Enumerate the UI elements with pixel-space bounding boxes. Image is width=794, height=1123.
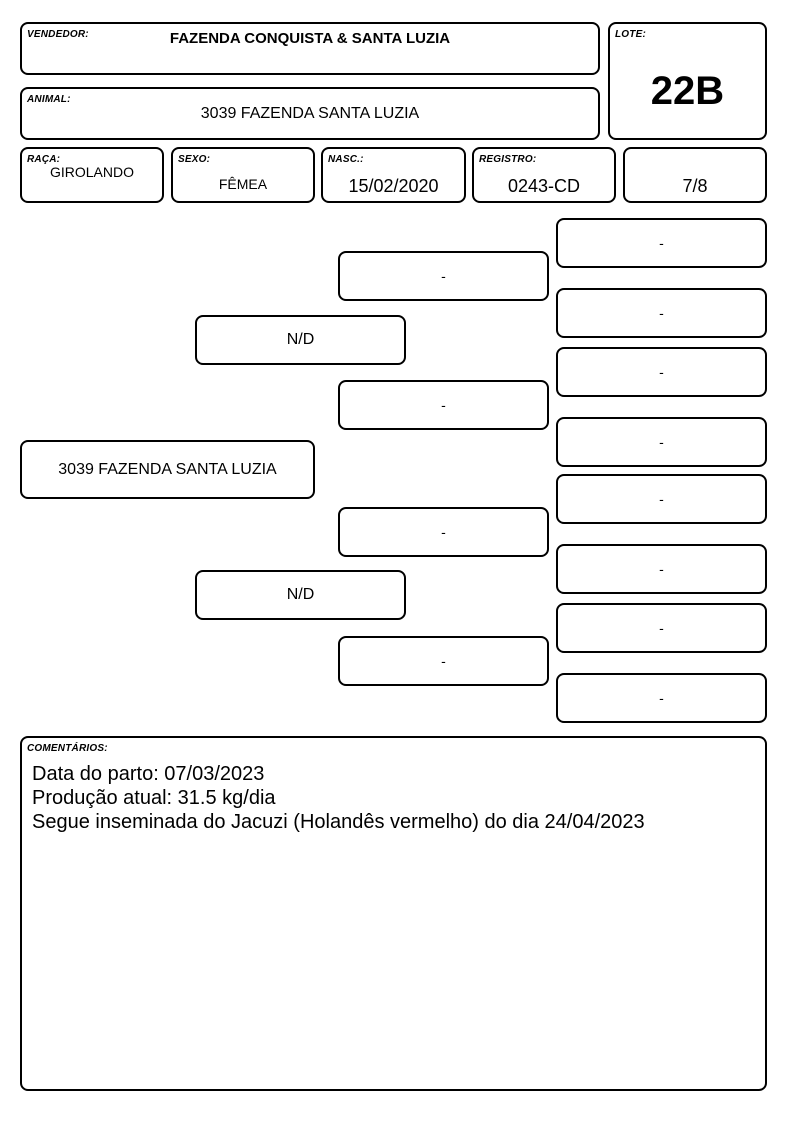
pedigree-sire — [195, 315, 406, 365]
pedigree-great-grandparent-4 — [556, 417, 767, 467]
animal-value: 3039 FAZENDA SANTA LUZIA — [200, 105, 420, 122]
pedigree-paternal-grandsire — [338, 251, 549, 301]
comment-line: Produção atual: 31.5 kg/dia — [32, 787, 276, 809]
pedigree-maternal-granddam — [338, 636, 549, 686]
pedigree-great-grandparent-8 — [556, 673, 767, 723]
pedigree-paternal-grandsire-name: - — [441, 268, 446, 284]
nasc-box — [321, 147, 466, 203]
pedigree-great-grandparent-name: - — [659, 305, 664, 321]
pedigree-dam — [195, 570, 406, 620]
grau-value: 7/8 — [682, 176, 708, 196]
pedigree-great-grandparent-7 — [556, 603, 767, 653]
comments-label: COMENTÁRIOS: — [27, 743, 108, 754]
pedigree-paternal-granddam — [338, 380, 549, 430]
grau-box — [623, 147, 767, 203]
vendedor-value: FAZENDA CONQUISTA & SANTA LUZIA — [169, 30, 451, 47]
pedigree-dam-name: N/D — [286, 586, 315, 603]
lote-label: LOTE: — [615, 29, 646, 40]
pedigree-animal-name: 3039 FAZENDA SANTA LUZIA — [58, 460, 277, 478]
comment-line: Data do parto: 07/03/2023 — [32, 763, 265, 785]
pedigree-great-grandparent-name: - — [659, 620, 664, 636]
sexo-value: FÊMEA — [218, 176, 268, 192]
pedigree-great-grandparent-5 — [556, 474, 767, 524]
animal-label: ANIMAL: — [27, 94, 71, 105]
pedigree-maternal-grandsire — [338, 507, 549, 557]
pedigree-maternal-granddam-name: - — [441, 653, 446, 669]
registro-box — [472, 147, 616, 203]
pedigree-great-grandparent-name: - — [659, 235, 664, 251]
pedigree-great-grandparent-6 — [556, 544, 767, 594]
pedigree-maternal-grandsire-name: - — [441, 524, 446, 540]
pedigree-great-grandparent-3 — [556, 347, 767, 397]
vendedor-label: VENDEDOR: — [27, 29, 89, 40]
pedigree-paternal-granddam-name: - — [441, 397, 446, 413]
sexo-label: SEXO: — [178, 154, 211, 165]
vendedor-box — [20, 22, 600, 75]
pedigree-great-grandparent-2 — [556, 288, 767, 338]
pedigree-great-grandparent-name: - — [659, 561, 664, 577]
nasc-label: NASC.: — [328, 154, 364, 165]
lote-value: 22B — [650, 69, 725, 113]
pedigree-great-grandparent-1 — [556, 218, 767, 268]
comments-text — [32, 762, 755, 834]
animal-box — [20, 87, 600, 140]
pedigree-great-grandparent-name: - — [659, 491, 664, 507]
raca-label: RAÇA: — [27, 154, 61, 165]
raca-box — [20, 147, 164, 203]
registro-label: REGISTRO: — [479, 154, 537, 165]
pedigree-great-grandparent-name: - — [659, 364, 664, 380]
raca-value: GIROLANDO — [49, 164, 134, 180]
nasc-value: 15/02/2020 — [348, 176, 439, 196]
comments-box — [20, 736, 767, 1091]
comment-line: Segue inseminada do Jacuzi (Holandês vermelho) do dia 24/04/2023 — [32, 811, 645, 833]
lote-box — [608, 22, 767, 140]
sexo-box — [171, 147, 315, 203]
pedigree-great-grandparent-name: - — [659, 434, 664, 450]
pedigree-sire-name: N/D — [286, 331, 315, 348]
registro-value: 0243-CD — [507, 176, 581, 196]
pedigree-great-grandparent-name: - — [659, 690, 664, 706]
pedigree-animal — [20, 440, 315, 499]
